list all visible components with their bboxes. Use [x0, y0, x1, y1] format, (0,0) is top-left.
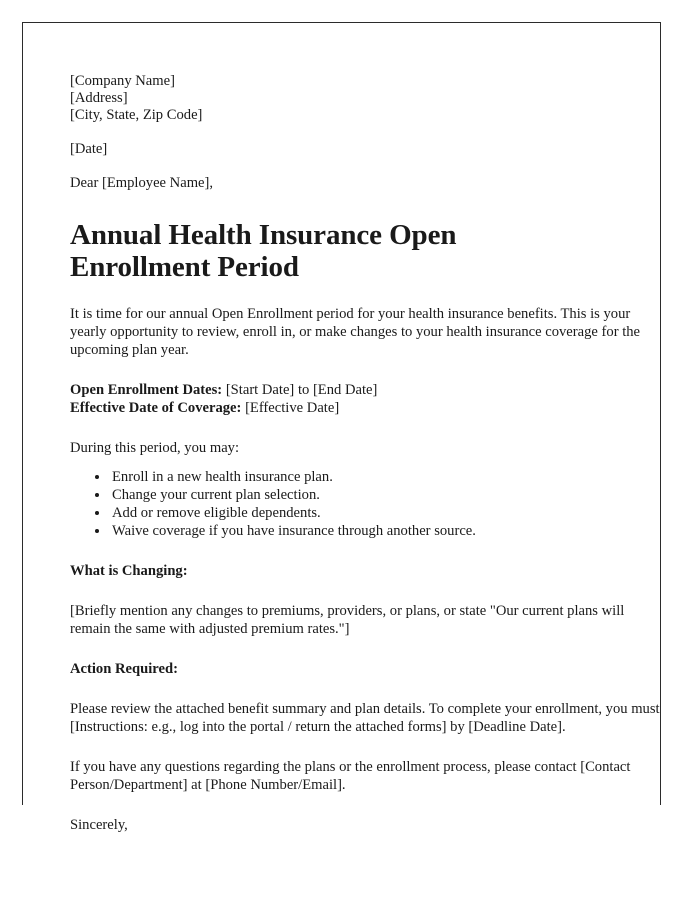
company-name-line: [Company Name] — [70, 73, 175, 89]
list-item: • Waive coverage if you have insurance through another source. — [110, 522, 662, 540]
action-required-heading: Action Required: — [70, 661, 178, 677]
effective-date-value: [Effective Date] — [245, 400, 340, 416]
list-item: • Add or remove eligible dependents. — [110, 504, 662, 522]
effective-date-label: Effective Date of Coverage: — [70, 400, 242, 416]
what-is-changing-heading: What is Changing: — [70, 563, 188, 579]
options-lead-in: During this period, you may: — [70, 440, 240, 456]
address-line: [Address] — [70, 90, 128, 106]
page-title: Annual Health Insurance Open Enrollment Period — [70, 219, 457, 283]
list-item: • Change your current plan selection. — [110, 486, 662, 504]
enrollment-dates-label: Open Enrollment Dates: — [70, 382, 223, 398]
closing-line: Sincerely, — [70, 817, 128, 833]
effective-date-row — [70, 399, 662, 417]
contact-paragraph: If you have any questions regarding the plans or the enrollment process, please contact [Contact Person/Department] at [Phone Number/Email]. — [70, 759, 631, 793]
list-item: • Enroll in a new health insurance plan. — [110, 468, 662, 486]
enrollment-dates-row — [70, 381, 662, 399]
sender-address-block — [70, 73, 662, 124]
city-state-zip-line: [City, State, Zip Code] — [70, 107, 203, 123]
action-required-body: Please review the attached benefit summary and plan details. To complete your enrollment, you must [Instructions: e.g., log into the portal / return the attached forms] by [Deadline Date]. — [70, 701, 660, 735]
letter-body — [70, 73, 662, 834]
intro-paragraph: It is time for our annual Open Enrollment period for your health insurance benefits. This is your yearly opportunity to review, enroll in, or make changes to your health insurance coverage for the upcoming plan year. — [70, 306, 641, 358]
options-list — [70, 468, 662, 540]
what-is-changing-body: [Briefly mention any changes to premiums, providers, or plans, or state "Our current plans will remain the same with adjusted premium rates."] — [70, 603, 625, 637]
key-dates-block — [70, 381, 662, 417]
salutation-line: Dear [Employee Name], — [70, 175, 214, 191]
document-page-frame — [22, 22, 661, 833]
date-line: [Date] — [70, 141, 108, 157]
enrollment-dates-value: [Start Date] to [End Date] — [225, 382, 378, 398]
